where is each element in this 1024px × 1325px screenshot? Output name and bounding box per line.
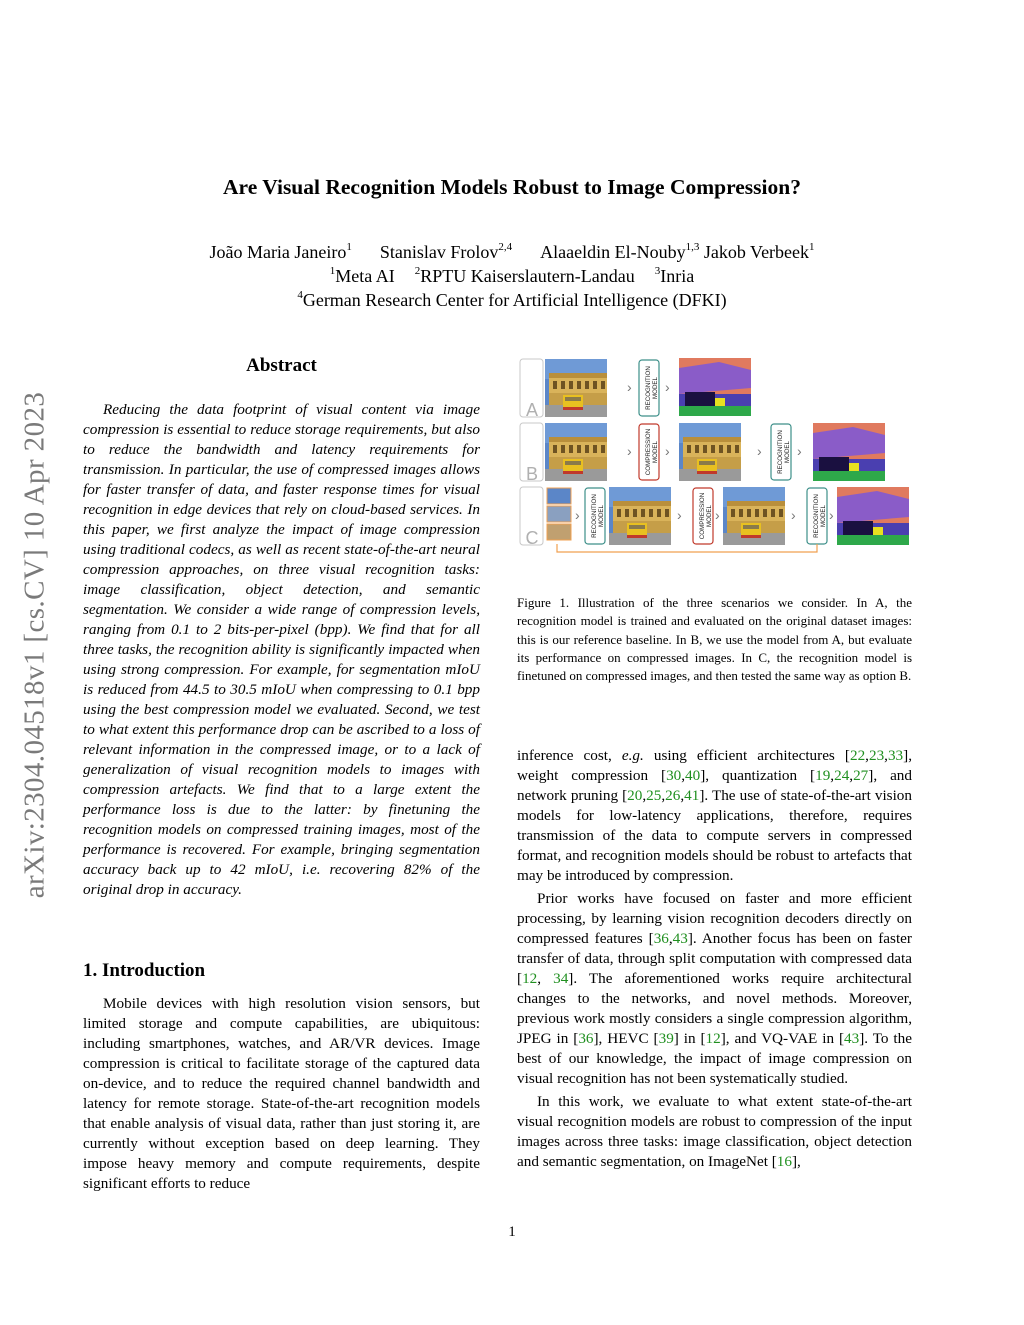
- arrow-icon: ›: [715, 507, 720, 523]
- affiliation-name: German Research Center for Artificial Intelligence (DFKI): [302, 290, 727, 310]
- arrow-icon: ›: [575, 507, 580, 523]
- finetune-feedback-arrow: [557, 544, 817, 552]
- scenario-label-b: B: [525, 464, 539, 484]
- citation-link[interactable]: 36: [653, 930, 669, 947]
- affiliation-number: 3: [654, 265, 661, 277]
- arxiv-identifier: arXiv:2304.04518v1 [cs.CV] 10 Apr 2023: [18, 391, 51, 899]
- abstract-text: Reducing the data footprint of visual content via image compression is essential to reduce storage requirements, but also to reduce the bandwidth and latency requirements for transmission. In particular, the use of compressed images allows for faster transfer of data, and faster response times for visual recognition in edge devices that rely on cloud-based services. In this paper, we first analyze the impact of image compression using traditional codecs, as well as recent state-of-the-art neural compression approaches, on three visual recognition tasks: image classification, object detection, and semantic segmentation. We consider a wide range of compression levels, ranging from 0.1 to 2 bits-per-pixel (bpp). We find that for all three tasks, the recognition ability is significantly impacted when using strong compression. For example, for segmentation mIoU is reduced from 44.5 to 30.5 mIoU when compressing to 0.1 bpp using the best compression model we evaluated. Second, we test to what extent this performance drop can be ascribed to a loss of relevant information in the compressed image, or to a lack of generalization of visual recognition models to images with compression artefacts. We find that to a large extent the performance loss is due to the latter: by finetuning the recognition models on compressed training images, most of the performance is recovered. For example, bringing segmentation accuracy back up to 42 mIoU, i.e. recovering 82% of the original drop in accuracy.: [83, 401, 480, 898]
- arxiv-stamp: [10, 350, 60, 940]
- affiliation-number: 1: [329, 265, 336, 277]
- citation-link[interactable]: 40: [685, 767, 701, 784]
- citation-link[interactable]: 12: [705, 1030, 721, 1047]
- author-affiliation-mark: 2,4: [498, 241, 513, 253]
- training-image-stack: [547, 488, 571, 540]
- paragraph-1: inference cost, e.g. using efficient architectures [22,23,33], weight compression [30,40], quantization [19,24,27], and network pruning [20,25,26,41]. The use of state-of-the-art vision models for low-latency applications, therefore, requires transmission of the data to compute servers in compressed format, and recognition models should be robust to artefacts that may be introduced by compression.: [517, 747, 912, 884]
- paper-title: Are Visual Recognition Models Robust to Image Compression?: [223, 175, 801, 199]
- recognition-model-label: RECOGNITION: [813, 494, 820, 538]
- citation-link[interactable]: 39: [658, 1030, 674, 1047]
- citation-link[interactable]: 36: [578, 1030, 594, 1047]
- italic-text: e.g.: [621, 747, 644, 764]
- author-name: Jakob Verbeek: [703, 242, 810, 262]
- citation-link[interactable]: 23: [868, 747, 885, 764]
- citation-link[interactable]: 33: [887, 747, 904, 764]
- affiliation-number: 4: [297, 289, 303, 301]
- citation-link[interactable]: 22: [849, 747, 866, 764]
- page-number: 1: [508, 1224, 516, 1240]
- author-affiliation-mark: 1: [346, 241, 352, 253]
- arrow-icon: ›: [791, 507, 796, 523]
- author-name: Stanislav Frolov: [379, 242, 499, 262]
- citation-link[interactable]: 16: [776, 1153, 792, 1170]
- scenario-label-c: C: [525, 528, 539, 548]
- arrow-icon: ›: [829, 507, 834, 523]
- recognition-model-label-2: MODEL: [652, 376, 659, 400]
- arrow-icon: ›: [677, 507, 682, 523]
- arrow-icon: ›: [627, 443, 632, 459]
- figure-1: [517, 356, 914, 561]
- affiliation-list-line2: [0, 288, 1024, 312]
- author-affiliation-mark: 1,3: [685, 241, 700, 253]
- citation-link[interactable]: 20: [627, 787, 643, 804]
- section-heading-introduction: 1. Introduction: [83, 960, 206, 981]
- affiliation-name: Inria: [660, 266, 695, 286]
- compression-model-label-2: MODEL: [652, 440, 659, 464]
- compression-model-label-2: MODEL: [706, 504, 713, 528]
- recognition-model-label: RECOGNITION: [591, 494, 598, 538]
- recognition-model-label-2: MODEL: [820, 504, 827, 528]
- citation-link[interactable]: 41: [684, 787, 700, 804]
- affiliation-list: [0, 264, 1024, 288]
- citation-link[interactable]: 26: [665, 787, 681, 804]
- citation-link[interactable]: 12: [522, 970, 538, 987]
- affiliation-number: 2: [414, 265, 421, 277]
- citation-link[interactable]: 27: [853, 767, 869, 784]
- citation-link[interactable]: 43: [844, 1030, 860, 1047]
- author-affiliation-mark: 1: [809, 241, 815, 253]
- figure-1-caption: Figure 1. Illustration of the three scenarios we consider. In A, the recognition model is trained and evaluated on the original dataset images: this is our reference baseline. In B, we use the model from A, but evaluate its performance on compressed images. In C, the recognition model is finetuned on compressed images, and then tested the same way as option B.: [517, 595, 912, 684]
- author-name: João Maria Janeiro: [209, 242, 347, 262]
- paragraph-2: Prior works have focused on faster and more efficient processing, by learning vision recognition decoders directly on compressed features [36,43]. Another focus has been on faster transfer of data, through split computation with compressed data [12, 34]. The aforementioned works require architectural changes to the networks, and novel methods. Moreover, previous work mostly considers a single compression algorithm, JPEG in [36], HEVC [39] in [12], and VQ-VAE in [43]. To the best of our knowledge, the impact of image compression on visual recognition has not been systematically studied.: [517, 890, 912, 1087]
- paragraph-3: In this work, we evaluate to what extent state-of-the-art visual recognition models are robust to compression of the input images across three tasks: image classification, object detection and semantic segmentation, on ImageNet [16],: [517, 1093, 912, 1170]
- citation-link[interactable]: 43: [672, 930, 688, 947]
- citation-link[interactable]: 19: [815, 767, 831, 784]
- recognition-model-label-2: MODEL: [598, 504, 605, 528]
- author-list: [0, 240, 1024, 264]
- figure-1-illustration: [517, 356, 914, 561]
- recognition-model-label: RECOGNITION: [777, 430, 784, 474]
- arrow-icon: ›: [627, 379, 632, 395]
- author-name: Alaaeldin El-Nouby: [540, 242, 686, 262]
- recognition-model-label-2: MODEL: [784, 440, 791, 464]
- citation-link[interactable]: 24: [834, 767, 850, 784]
- affiliation-name: Meta AI: [335, 266, 395, 286]
- arrow-icon: ›: [665, 443, 670, 459]
- compression-model-label: COMPRESSION: [699, 492, 706, 540]
- citation-link[interactable]: 30: [666, 767, 682, 784]
- introduction-text: Mobile devices with high resolution vision sensors, but limited storage and compute capabilities, are ubiquitous: including smartphones, watches, and AR/VR devices. Image compression is critical to facilitate storage of the captured data on-device, and to reduce the required channel bandwidth and latency for remote storage. State-of-the-art recognition models that enable analysis of visual data, rather than just storing it, are currently without exception based on deep learning. They impose heavy memory and compute requirements, despite significant efforts to reduce: [83, 995, 480, 1192]
- arrow-icon: ›: [797, 443, 802, 459]
- abstract-heading: Abstract: [246, 355, 317, 376]
- right-column-text: [517, 746, 912, 1172]
- recognition-model-label: RECOGNITION: [645, 366, 652, 410]
- affiliation-name: RPTU Kaiserslautern-Landau: [420, 266, 635, 286]
- arrow-icon: ›: [665, 379, 670, 395]
- arrow-icon: ›: [757, 443, 762, 459]
- scenario-label-a: A: [525, 400, 539, 420]
- citation-link[interactable]: 25: [646, 787, 662, 804]
- compression-model-label: COMPRESSION: [645, 428, 652, 476]
- citation-link[interactable]: 34: [553, 970, 569, 987]
